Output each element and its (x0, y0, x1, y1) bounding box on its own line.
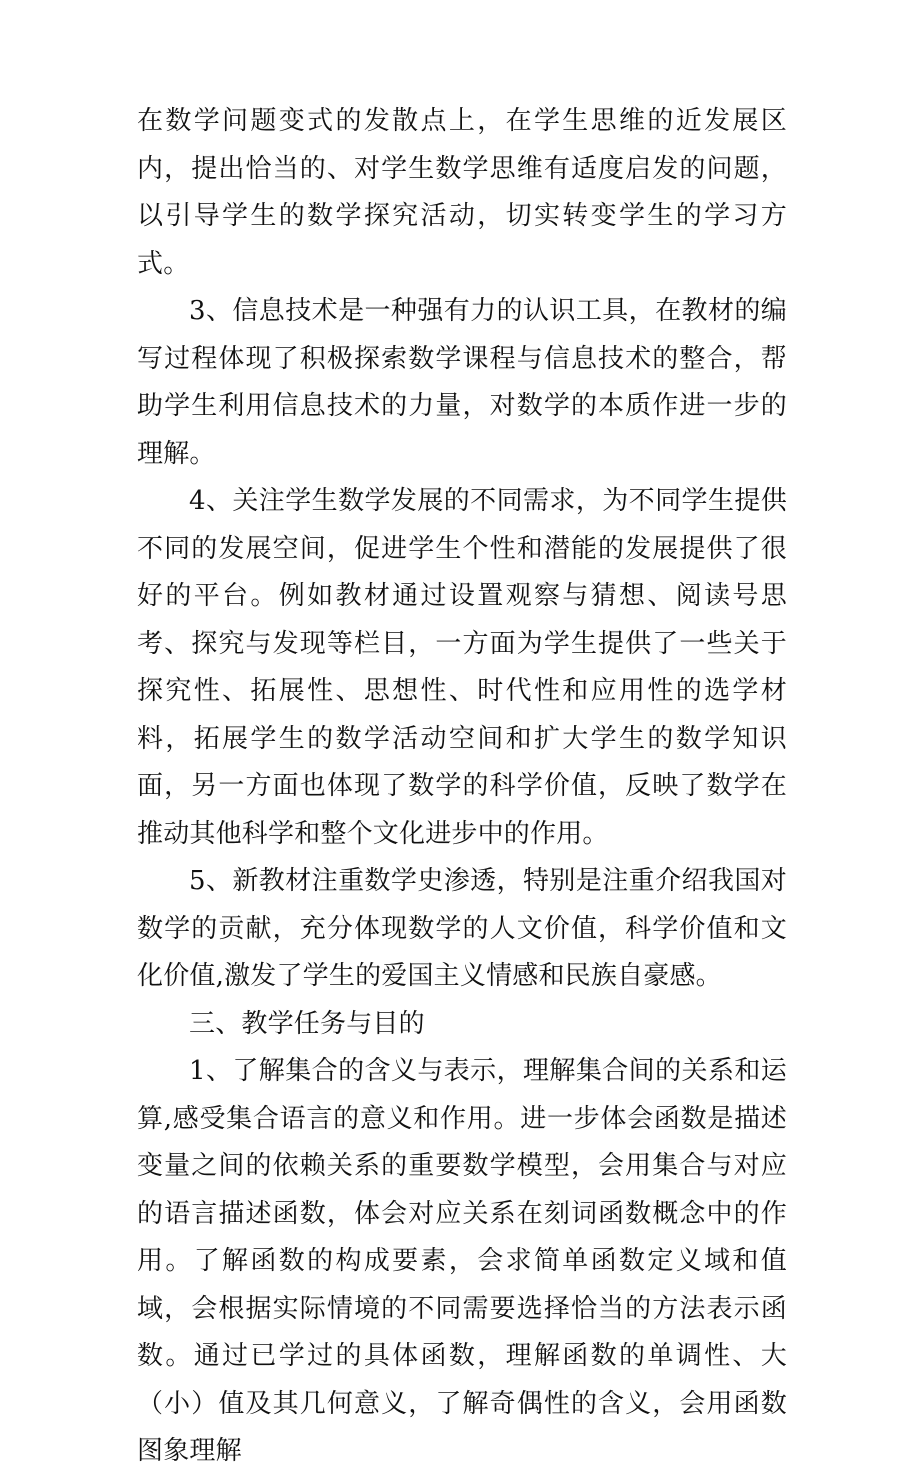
paragraph-objective-1: 1、了解集合的含义与表示，理解集合间的关系和运算,感受集合语言的意义和作用。进一步体会函数是描述变量之间的依赖关系的重要数学模型，会用集合与对应的语言描述函数，体会对应关系在刻词函数概念中的作用。了解函数的构成要素，会求简单函数定义域和值域，会根据实际情境的不同需要选择恰当的方法表示函数。通过已学过的具体函数，理解函数的单调性、大（小）值及其几何意义，了解奇偶性的含义，会用函数图象理解 (137, 1056, 787, 1466)
paragraph-item-5: 5、新教材注重数学史渗透，特别是注重介绍我国对数学的贡献，充分体现数学的人文价值，科学价值和文化价值,激发了学生的爱国主义情感和民族自豪感。 (137, 866, 787, 991)
section-heading: 三、教学任务与目的 (189, 1008, 425, 1039)
document-page (137, 98, 787, 1476)
paragraph-item-3: 3、信息技术是一种强有力的认识工具，在教材的编写过程体现了积极探索数学课程与信息技术的整合，帮助学生利用信息技术的力量，对数学的本质作进一步的理解。 (137, 296, 787, 469)
paragraph-continuation: 在数学问题变式的发散点上，在学生思维的近发展区内，提出恰当的、对学生数学思维有适度启发的问题，以引导学生的数学探究活动，切实转变学生的学习方式。 (137, 106, 787, 279)
paragraph-item-4: 4、关注学生数学发展的不同需求，为不同学生提供不同的发展空间，促进学生个性和潜能的发展提供了很好的平台。例如教材通过设置观察与猜想、阅读号思考、探究与发现等栏目，一方面为学生提供了一些关于探究性、拓展性、思想性、时代性和应用性的选学材料，拓展学生的数学活动空间和扩大学生的数学知识面，另一方面也体现了数学的科学价值，反映了数学在推动其他科学和整个文化进步中的作用。 (137, 486, 787, 849)
